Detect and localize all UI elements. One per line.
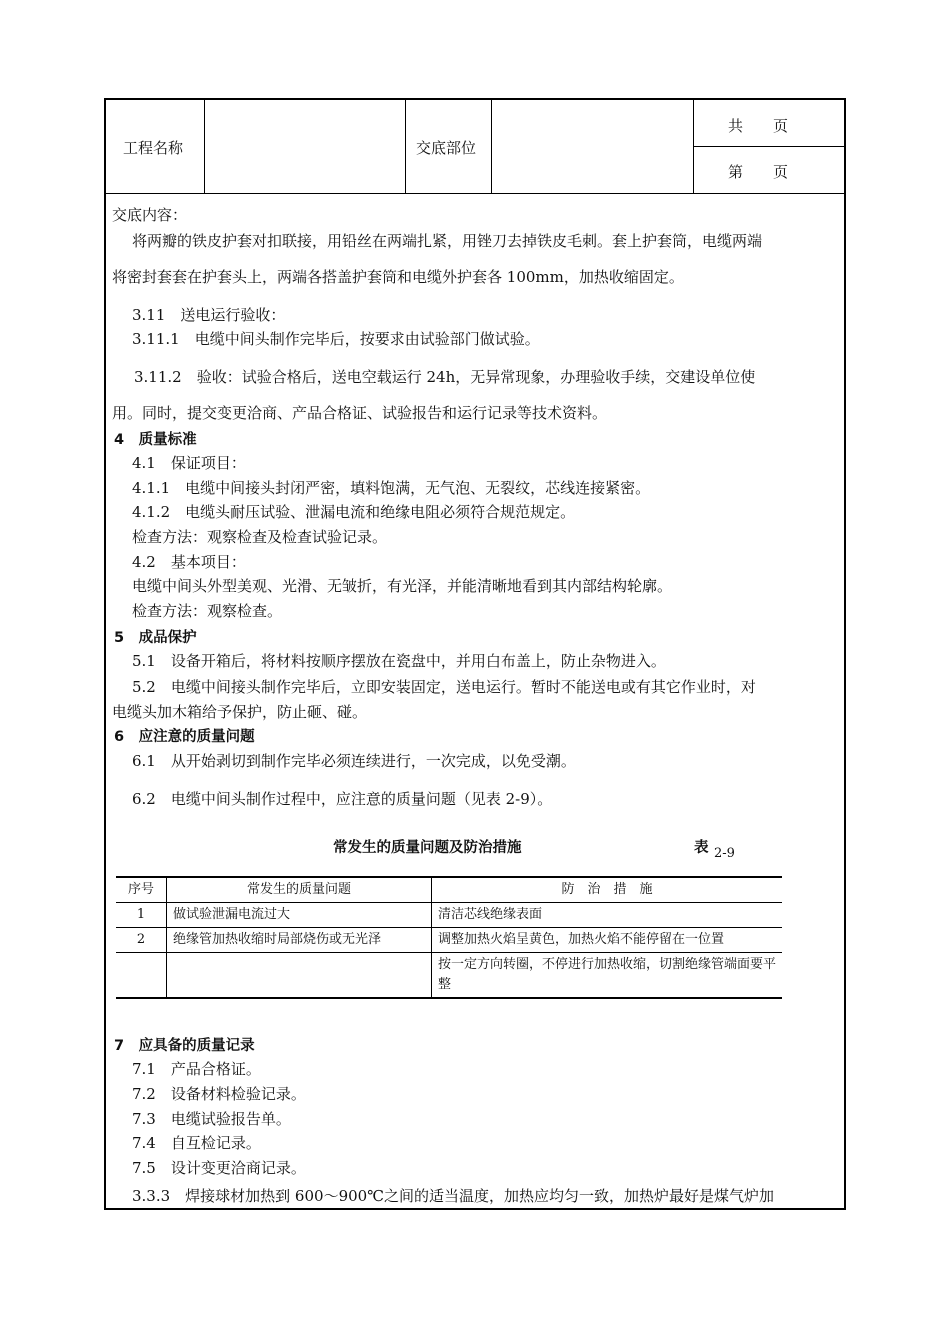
disclosure-form — [104, 98, 846, 1210]
paragraph-line: 3.11.1 电缆中间头制作完毕后，按要求由试验部门做试验。 — [132, 330, 540, 348]
table-cell — [167, 953, 432, 999]
table-row — [116, 928, 782, 953]
paragraph-line: 7.5 设计变更洽商记录。 — [132, 1159, 306, 1177]
table-cell: 1 — [116, 903, 167, 928]
paragraph-line: 检查方法：观察检查及检查试验记录。 — [132, 528, 388, 546]
paragraph-line: 7.2 设备材料检验记录。 — [132, 1085, 306, 1103]
paragraph-line: 7.1 产品合格证。 — [132, 1060, 261, 1078]
paragraph-line: 电缆中间头外型美观、光滑、无皱折，有光泽，并能清晰地看到其内部结构轮廓。 — [132, 577, 673, 595]
paragraph-line: 将两瓣的铁皮护套对扣联接，用铅丝在两端扎紧，用锉刀去掉铁皮毛刺。套上护套筒，电缆两端 — [132, 232, 763, 250]
paragraph-line: 5.2 电缆中间接头制作完毕后，立即安装固定，送电运行。暂时不能送电或有其它作业时，对 — [132, 678, 756, 696]
column-header: 常发生的质量问题 — [167, 877, 432, 903]
table-row — [116, 903, 782, 928]
paragraph-line: 用。同时，提交变更洽商、产品合格证、试验报告和运行记录等技术资料。 — [112, 404, 608, 422]
paragraph-line: 电缆头加木箱给予保护，防止砸、碰。 — [112, 703, 368, 721]
header-row — [106, 100, 844, 194]
paragraph-line: 4.1.2 电缆头耐压试验、泄漏电流和绝缘电阻必须符合规范规定。 — [132, 503, 576, 521]
quality-issues-table — [116, 876, 782, 999]
location-label: 交底部位 — [416, 139, 477, 157]
paragraph-line: 6.1 从开始剥切到制作完毕必须连续进行，一次完成，以免受潮。 — [132, 752, 576, 770]
table-cell: 2 — [116, 928, 167, 953]
divider — [693, 146, 844, 147]
table-cell: 调整加热火焰呈黄色，加热火焰不能停留在一位置 — [432, 928, 783, 953]
project-name-label: 工程名称 — [123, 139, 184, 157]
divider — [491, 100, 492, 193]
table-row — [116, 953, 782, 999]
paragraph-line: 4.1.1 电缆中间接头封闭严密，填料饱满，无气泡、无裂纹，芯线连接紧密。 — [132, 479, 651, 497]
table-cell — [116, 953, 167, 999]
table-cell: 绝缘管加热收缩时局部烧伤或无光泽 — [167, 928, 432, 953]
paragraph-line: 将密封套套在护套头上，两端各搭盖护套筒和电缆外护套各 100mm，加热收缩固定。 — [112, 268, 684, 286]
table-cell: 做试验泄漏电流过大 — [167, 903, 432, 928]
paragraph-line: 6.2 电缆中间头制作过程中，应注意的质量问题（见表 2-9）。 — [132, 790, 553, 808]
table-cell: 清洁芯线绝缘表面 — [432, 903, 783, 928]
table-number: 2-9 — [714, 846, 735, 861]
section-title: 7 应具备的质量记录 — [114, 1038, 255, 1054]
page-number: 第 页 — [728, 163, 789, 181]
paragraph-line: 3.11.2 验收：试验合格后，送电空载运行 24h，无异常现象，办理验收手续，交建设单位使 — [134, 368, 756, 386]
paragraph-line: 4.2 基本项目： — [132, 553, 246, 571]
column-header: 序号 — [116, 877, 167, 903]
paragraph-line: 3.3.3 焊接球材加热到 600～900℃之间的适当温度，加热应均匀一致，加热炉最好是煤气炉加 — [132, 1187, 774, 1205]
section-title: 6 应注意的质量问题 — [114, 729, 255, 745]
table-label: 表 — [694, 840, 709, 856]
table-title: 常发生的质量问题及防治措施 — [333, 840, 522, 856]
paragraph-line: 5.1 设备开箱后，将材料按顺序摆放在瓷盘中，并用白布盖上，防止杂物进入。 — [132, 652, 666, 670]
content-label: 交底内容： — [112, 206, 188, 224]
paragraph-line: 4.1 保证项目： — [132, 454, 246, 472]
section-title: 5 成品保护 — [114, 630, 197, 646]
column-header: 防 治 措 施 — [432, 877, 783, 903]
section-title: 4 质量标准 — [114, 432, 197, 448]
total-pages: 共 页 — [728, 117, 789, 135]
paragraph-line: 7.3 电缆试验报告单。 — [132, 1110, 291, 1128]
paragraph-line: 7.4 自互检记录。 — [132, 1134, 261, 1152]
paragraph-line: 检查方法：观察检查。 — [132, 602, 283, 620]
divider — [405, 100, 406, 193]
table-cell: 按一定方向转圈，不停进行加热收缩，切割绝缘管端面要平整 — [432, 953, 783, 999]
table-header-row — [116, 877, 782, 903]
divider — [204, 100, 205, 193]
paragraph-line: 3.11 送电运行验收： — [132, 306, 286, 324]
